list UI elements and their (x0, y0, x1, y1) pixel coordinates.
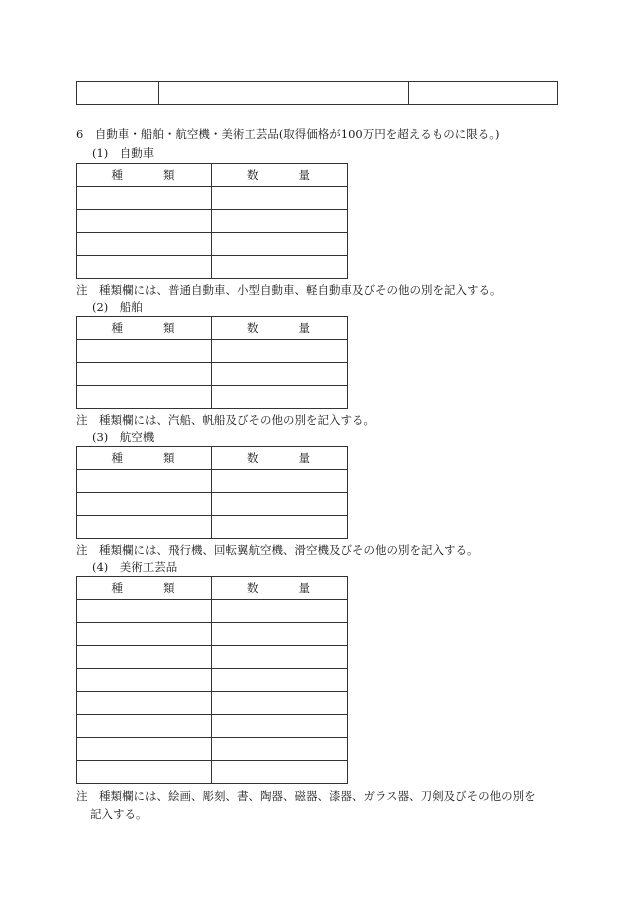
kind-cell[interactable] (77, 187, 212, 210)
quantity-header: 数 量 (212, 164, 348, 187)
table-header-row (77, 317, 348, 340)
quantity-cell[interactable] (212, 386, 348, 409)
quantity-cell[interactable] (212, 692, 348, 715)
kind-cell[interactable] (77, 715, 212, 738)
table-row (77, 82, 558, 105)
ship-table (76, 316, 348, 409)
kind-cell[interactable] (77, 233, 212, 256)
note-art: 注 種類欄には、絵画、彫刻、書、陶器、磁器、漆器、ガラス器、刀剣及びその他の別を (76, 789, 536, 803)
kind-cell[interactable] (77, 516, 212, 539)
kind-cell[interactable] (77, 669, 212, 692)
kind-cell[interactable] (77, 363, 212, 386)
kind-cell[interactable] (77, 738, 212, 761)
subsection-title-ship: (2) 船舶 (92, 300, 143, 314)
quantity-cell[interactable] (212, 761, 348, 784)
quantity-header: 数 量 (212, 447, 348, 470)
table-cell[interactable] (409, 82, 558, 105)
note-ship: 注 種類欄には、汽船、帆船及びその他の別を記入する。 (76, 413, 375, 427)
table-row (77, 761, 348, 784)
kind-header: 種 類 (77, 164, 212, 187)
quantity-cell[interactable] (212, 470, 348, 493)
aircraft-table (76, 446, 348, 539)
table-header-row (77, 164, 348, 187)
kind-cell[interactable] (77, 692, 212, 715)
note-automobile: 注 種類欄には、普通自動車、小型自動車、軽自動車及びその他の別を記入する。 (76, 283, 502, 297)
kind-cell[interactable] (77, 761, 212, 784)
quantity-cell[interactable] (212, 516, 348, 539)
table-row (77, 340, 348, 363)
table-cell[interactable] (77, 82, 159, 105)
quantity-cell[interactable] (212, 669, 348, 692)
quantity-cell[interactable] (212, 210, 348, 233)
note-art-continuation: 記入する。 (90, 807, 148, 821)
kind-header: 種 類 (77, 577, 212, 600)
continuation-table (76, 81, 558, 105)
table-row (77, 623, 348, 646)
subsection-title-aircraft: (3) 航空機 (92, 430, 155, 444)
table-header-row (77, 447, 348, 470)
kind-cell[interactable] (77, 600, 212, 623)
art-table (76, 576, 348, 784)
kind-cell[interactable] (77, 646, 212, 669)
table-row (77, 210, 348, 233)
kind-cell[interactable] (77, 493, 212, 516)
kind-cell[interactable] (77, 256, 212, 279)
table-row (77, 256, 348, 279)
table-row (77, 646, 348, 669)
automobile-table (76, 163, 348, 279)
quantity-cell[interactable] (212, 646, 348, 669)
table-row (77, 692, 348, 715)
quantity-header: 数 量 (212, 577, 348, 600)
quantity-cell[interactable] (212, 715, 348, 738)
table-row (77, 493, 348, 516)
table-row (77, 363, 348, 386)
table-row (77, 715, 348, 738)
kind-cell[interactable] (77, 210, 212, 233)
note-aircraft: 注 種類欄には、飛行機、回転翼航空機、滑空機及びその他の別を記入する。 (76, 543, 479, 557)
table-row (77, 187, 348, 210)
table-row (77, 600, 348, 623)
table-row (77, 386, 348, 409)
table-row (77, 516, 348, 539)
quantity-cell[interactable] (212, 493, 348, 516)
table-row (77, 233, 348, 256)
kind-cell[interactable] (77, 386, 212, 409)
quantity-cell[interactable] (212, 233, 348, 256)
subsection-title-art: (4) 美術工芸品 (92, 560, 178, 574)
table-row (77, 470, 348, 493)
quantity-header: 数 量 (212, 317, 348, 340)
subsection-title-automobile: (1) 自動車 (92, 146, 155, 160)
kind-cell[interactable] (77, 470, 212, 493)
table-row (77, 738, 348, 761)
table-row (77, 669, 348, 692)
quantity-cell[interactable] (212, 363, 348, 386)
table-cell[interactable] (159, 82, 409, 105)
quantity-cell[interactable] (212, 623, 348, 646)
kind-header: 種 類 (77, 317, 212, 340)
kind-header: 種 類 (77, 447, 212, 470)
section-heading: 6 自動車・船舶・航空機・美術工芸品(取得価格が100万円を超えるものに限る。) (76, 127, 500, 141)
table-header-row (77, 577, 348, 600)
kind-cell[interactable] (77, 623, 212, 646)
quantity-cell[interactable] (212, 187, 348, 210)
quantity-cell[interactable] (212, 340, 348, 363)
kind-cell[interactable] (77, 340, 212, 363)
quantity-cell[interactable] (212, 600, 348, 623)
quantity-cell[interactable] (212, 256, 348, 279)
quantity-cell[interactable] (212, 738, 348, 761)
